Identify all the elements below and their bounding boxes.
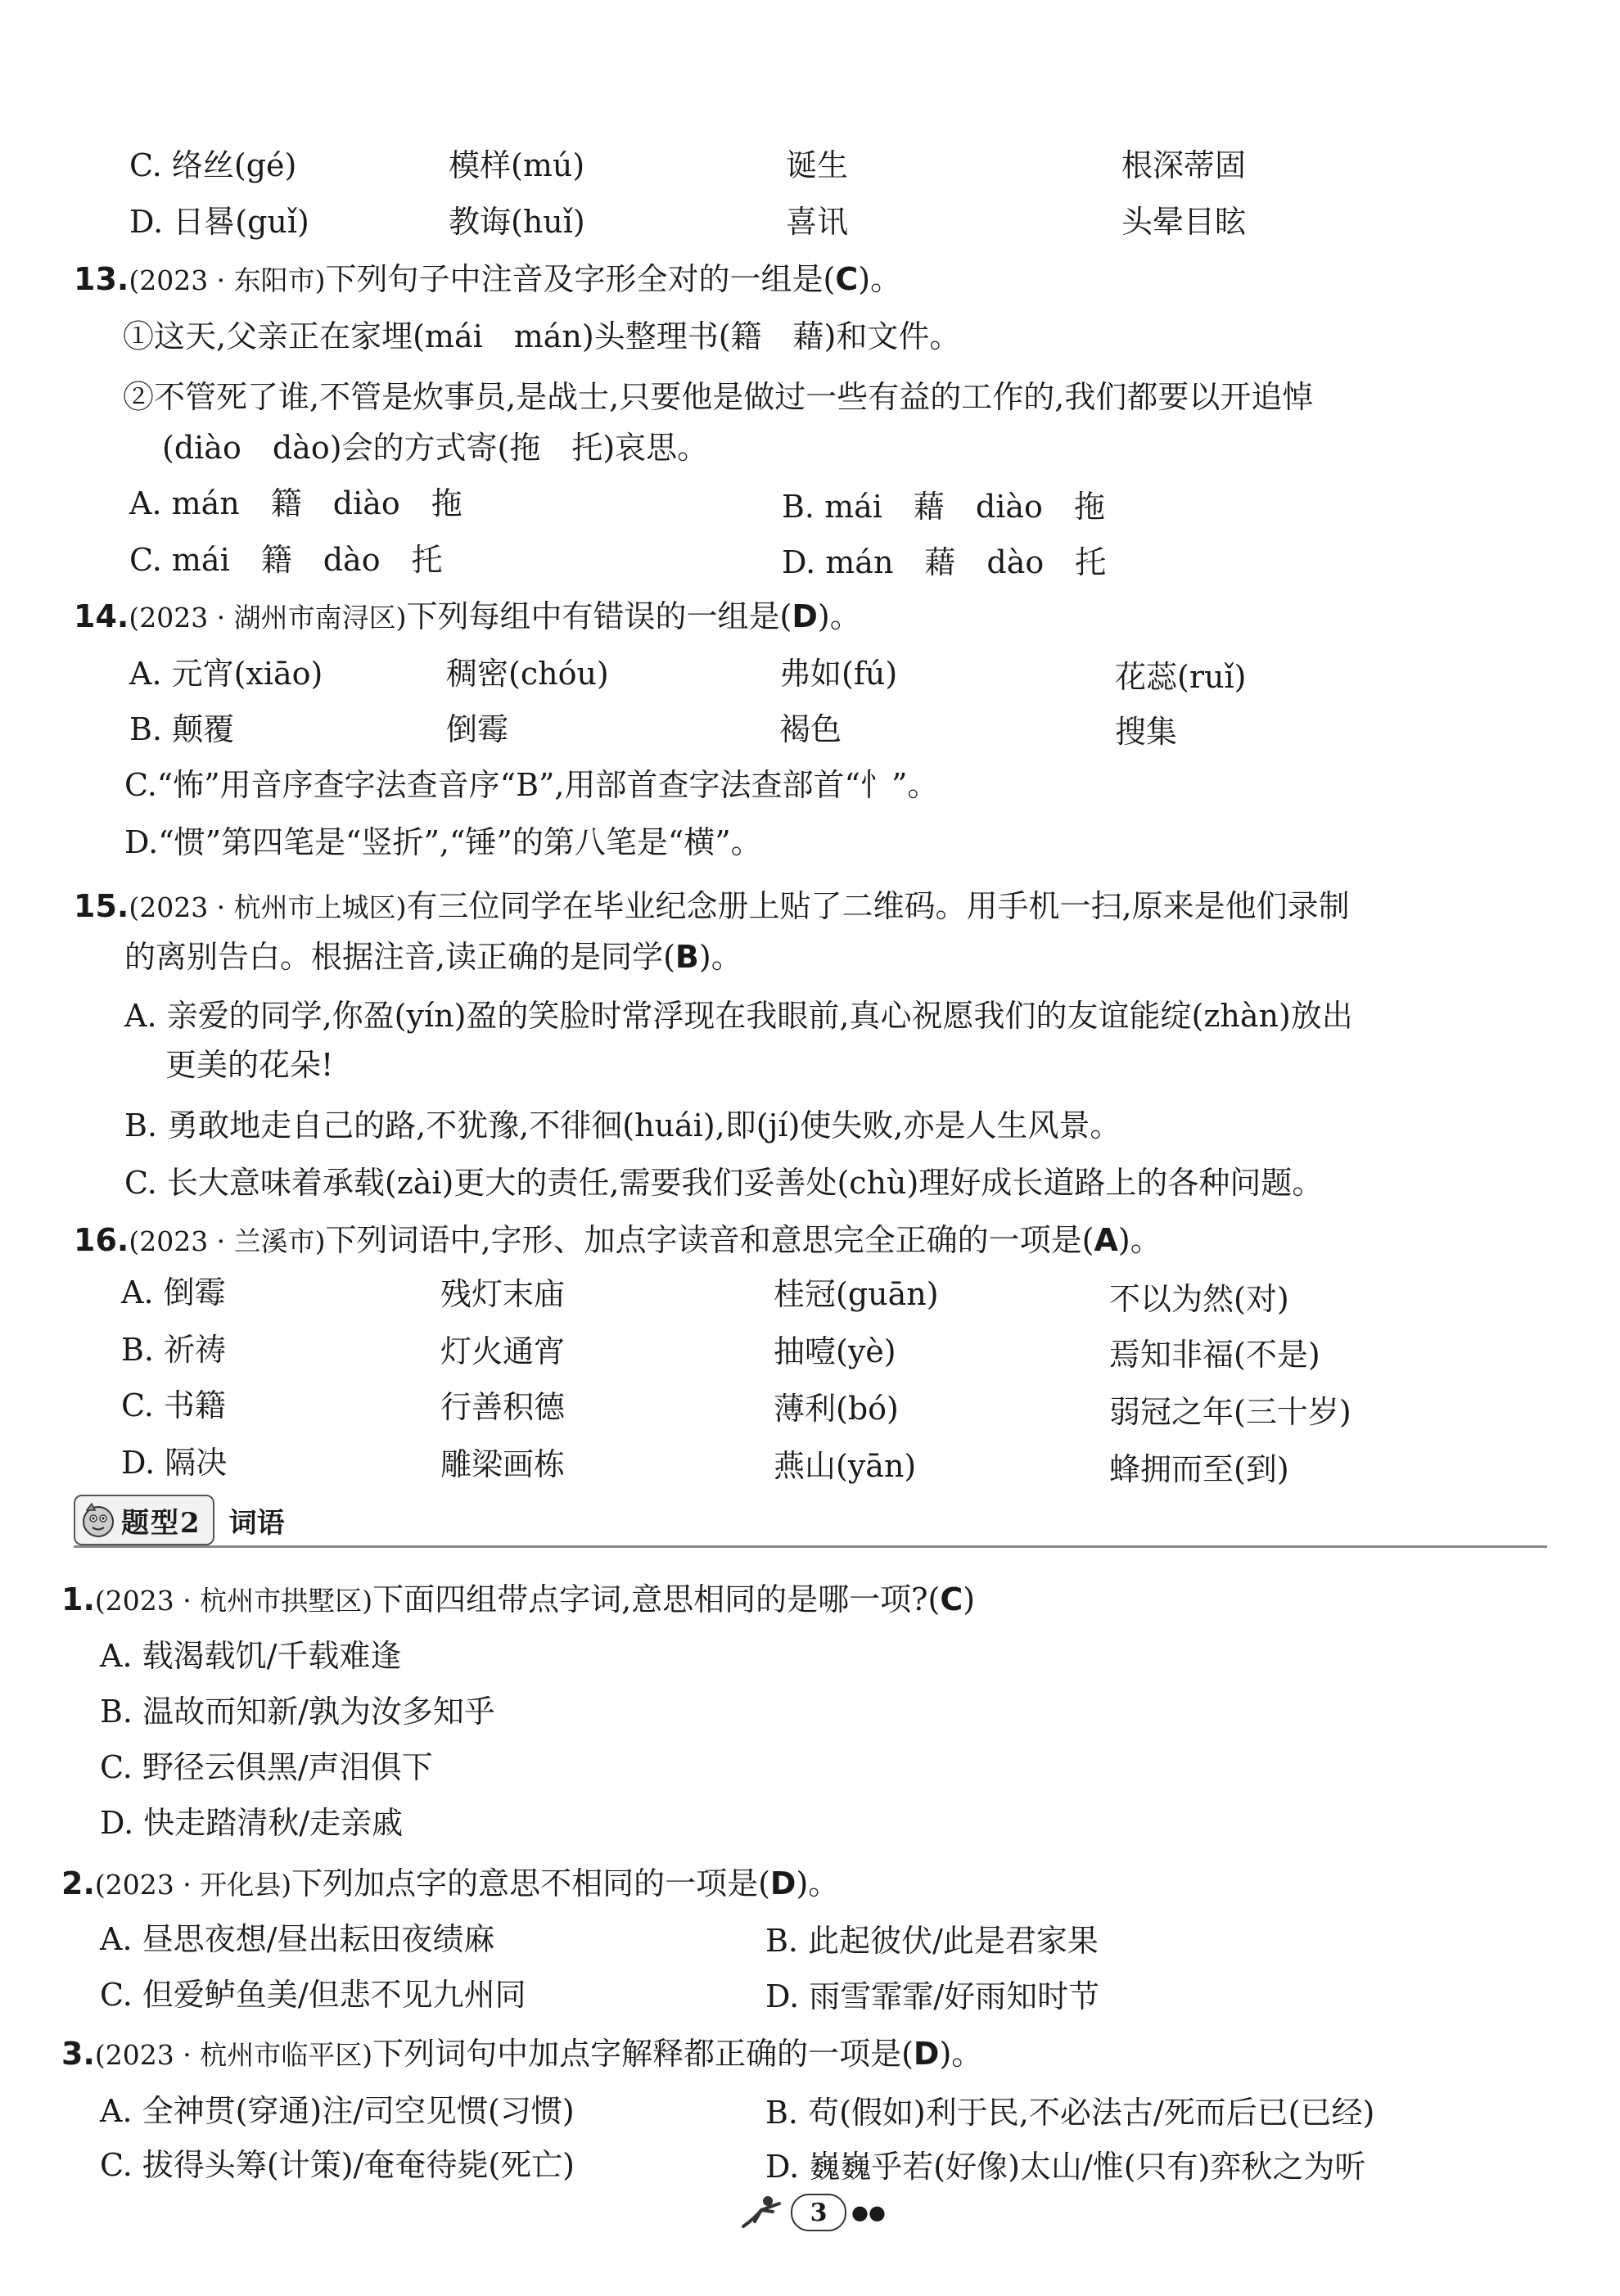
w3-stem-text: 下列词句中加点字解释都正确的一项是(	[372, 2036, 914, 2072]
q16-option-d-1: D. 隔决	[121, 1445, 228, 1481]
w1-stem-text: 下面四组带点字词,意思相同的是哪一项?(	[372, 1581, 941, 1617]
q12-option-d-2: 教诲(huǐ)	[449, 204, 585, 240]
q14-option-b-3: 褐色	[779, 711, 842, 747]
q12-option-d-4: 头晕目眩	[1121, 204, 1247, 240]
q15-stem-1	[74, 888, 1350, 924]
w2-stem	[61, 1865, 840, 1901]
q13-source: (2023 · 东阳市)	[129, 264, 326, 296]
q13-sentence-2a: ②不管死了谁,不管是炊事员,是战士,只要他是做过一些有益的工作的,我们都要以开追悼	[123, 379, 1314, 415]
q12-option-c-3: 诞生	[786, 147, 849, 183]
q13-option-a: A. mán 籍 diào 拖	[129, 485, 463, 521]
w1-source: (2023 · 杭州市拱墅区)	[94, 1585, 373, 1617]
q13-number: 13.	[74, 261, 129, 297]
w3-answer: D	[913, 2036, 940, 2072]
q16-option-a-2: 残灯末庙	[440, 1276, 566, 1312]
q14-option-a-2: 稠密(chóu)	[446, 656, 609, 692]
w3-source: (2023 · 杭州市临平区)	[94, 2039, 373, 2071]
q16-option-b-4: 焉知非福(不是)	[1109, 1337, 1320, 1373]
q14-option-a-1: A. 元宵(xiāo)	[129, 656, 323, 692]
q16-stem-text: 下列词语中,字形、加点字读音和意思完全正确的一项是(	[325, 1222, 1094, 1258]
q16-option-c-3: 薄利(bó)	[774, 1391, 899, 1427]
w1-stem	[61, 1581, 976, 1617]
w1-option-d: D. 快走踏清秋/走亲戚	[100, 1805, 404, 1841]
dots-icon: ●●	[851, 2201, 886, 2224]
w1-option-c: C. 野径云俱黑/声泪俱下	[100, 1749, 433, 1785]
w1-option-a: A. 载渴载饥/千载难逢	[100, 1638, 402, 1674]
q15-stem-2	[124, 939, 742, 975]
q13-stem-text: 下列句子中注音及字形全对的一组是(	[325, 261, 836, 297]
w2-answer: D	[769, 1865, 796, 1901]
w3-number: 3.	[61, 2036, 95, 2072]
q15-stem-text: 有三位同学在毕业纪念册上贴了二维码。用手机一扫,原来是他们录制	[406, 888, 1350, 924]
q13-sentence-2b: (diào dào)会的方式寄(拖 托)哀思。	[162, 430, 709, 466]
w2-stem-text: 下列加点字的意思不相同的一项是(	[291, 1865, 770, 1901]
q15-option-b: B. 勇敢地走自己的路,不犹豫,不徘徊(huái),即(jí)使失败,亦是人生风景。	[124, 1107, 1121, 1143]
q14-option-d: D.“惯”第四笔是“竖折”,“锤”的第八笔是“横”。	[124, 824, 762, 860]
q12-option-c-1: C. 络丝(gé)	[129, 147, 297, 183]
w2-stem-end: )。	[796, 1865, 840, 1901]
q13-answer: C	[835, 261, 859, 297]
q15-stem-text-2: 的离别告白。根据注音,读正确的是同学(	[124, 939, 675, 975]
page-footer	[737, 2194, 886, 2231]
q15-number: 15.	[74, 888, 129, 924]
w1-answer: C	[940, 1581, 963, 1617]
q13-option-d: D. mán 藉 dào 托	[782, 544, 1107, 580]
section-header	[74, 1495, 285, 1545]
q16-option-d-3: 燕山(yān)	[774, 1448, 917, 1484]
q16-option-a-3: 桂冠(guān)	[774, 1276, 939, 1312]
q12-option-d-1: D. 日晷(guǐ)	[129, 204, 309, 240]
w2-source: (2023 · 开化县)	[94, 1869, 292, 1901]
section-label: 词语	[228, 1506, 285, 1540]
q16-number: 16.	[74, 1222, 129, 1258]
q15-option-a-2: 更美的花朵!	[165, 1047, 334, 1083]
q15-source: (2023 · 杭州市上城区)	[129, 891, 407, 923]
w1-number: 1.	[61, 1581, 95, 1617]
w2-option-c: C. 但爱鲈鱼美/但悲不见九州同	[100, 1977, 526, 2013]
q16-option-c-2: 行善积德	[440, 1389, 566, 1425]
q13-sentence-1: ①这天,父亲正在家埋(mái mán)头整理书(籍 藉)和文件。	[123, 318, 961, 354]
w1-stem-end: )	[963, 1581, 976, 1617]
q14-stem-text: 下列每组中有错误的一组是(	[406, 598, 792, 634]
page-number: 3	[791, 2194, 846, 2231]
q14-option-b-4: 搜集	[1115, 714, 1178, 750]
q16-stem	[74, 1222, 1162, 1258]
q15-answer: B	[675, 939, 699, 975]
q16-option-b-3: 抽噎(yè)	[774, 1333, 896, 1369]
section-rule	[74, 1545, 1547, 1548]
w2-option-a: A. 昼思夜想/昼出耘田夜绩麻	[100, 1921, 495, 1957]
q16-stem-end: )。	[1117, 1222, 1162, 1258]
q14-option-b-2: 倒霉	[446, 711, 509, 747]
q13-stem	[74, 261, 902, 297]
w1-option-b: B. 温故而知新/孰为汝多知乎	[100, 1694, 495, 1730]
w3-option-d: D. 巍巍乎若(好像)太山/惟(只有)弈秋之为听	[765, 2149, 1366, 2185]
w2-number: 2.	[61, 1865, 95, 1901]
q15-option-c: C. 长大意味着承载(zài)更大的责任,需要我们妥善处(chù)理好成长道路上的各种问题。	[124, 1165, 1324, 1201]
w2-option-b: B. 此起彼伏/此是君家果	[765, 1923, 1099, 1959]
q16-option-d-2: 雕梁画栋	[440, 1446, 566, 1482]
q16-option-a-4: 不以为然(对)	[1109, 1281, 1289, 1317]
q15-option-a-1: A. 亲爱的同学,你盈(yín)盈的笑脸时常浮现在我眼前,真心祝愿我们的友谊能绽(zhàn)放出	[124, 998, 1353, 1034]
section-badge-text: 题型2	[121, 1506, 201, 1540]
w3-stem	[61, 2036, 983, 2072]
w3-option-a: A. 全神贯(穿通)注/司空见惯(习惯)	[100, 2093, 575, 2129]
q16-source: (2023 · 兰溪市)	[129, 1225, 326, 1257]
q14-stem-end: )。	[817, 598, 861, 634]
q15-stem-end: )。	[698, 939, 742, 975]
runner-icon	[737, 2194, 786, 2231]
q12-option-c-2: 模样(mú)	[449, 147, 585, 183]
q12-option-c-4: 根深蒂固	[1121, 147, 1247, 183]
q16-option-d-4: 蜂拥而至(到)	[1109, 1451, 1289, 1487]
section-badge	[74, 1495, 214, 1545]
q14-option-a-4: 花蕊(ruǐ)	[1115, 659, 1247, 695]
q14-source: (2023 · 湖州市南浔区)	[129, 602, 407, 634]
q16-option-a-1: A. 倒霉	[121, 1274, 226, 1310]
q14-answer: D	[792, 598, 818, 634]
q16-answer: A	[1094, 1222, 1118, 1258]
q14-stem	[74, 598, 861, 634]
mascot-icon	[79, 1500, 118, 1540]
q14-option-b-1: B. 颠覆	[129, 711, 235, 747]
w2-option-d: D. 雨雪霏霏/好雨知时节	[765, 1978, 1100, 2014]
q12-option-d-3: 喜讯	[786, 204, 849, 240]
w3-option-c: C. 拔得头筹(计策)/奄奄待毙(死亡)	[100, 2147, 575, 2183]
q16-option-c-4: 弱冠之年(三十岁)	[1109, 1394, 1352, 1430]
q16-option-b-1: B. 祈祷	[121, 1332, 227, 1368]
w3-option-b: B. 苟(假如)利于民,不必法古/死而后已(已经)	[765, 2095, 1375, 2131]
q13-stem-end: )。	[858, 261, 902, 297]
q14-option-a-3: 弗如(fú)	[779, 656, 898, 692]
q14-number: 14.	[74, 598, 129, 634]
q13-option-c: C. mái 籍 dào 托	[129, 542, 443, 578]
q16-option-c-1: C. 书籍	[121, 1387, 226, 1423]
w3-stem-end: )。	[939, 2036, 983, 2072]
q16-option-b-2: 灯火通宵	[440, 1333, 566, 1369]
q13-option-b: B. mái 藉 diào 拖	[782, 489, 1105, 525]
q14-option-c: C.“怖”用音序查字法查音序“B”,用部首查字法查部首“忄”。	[124, 767, 939, 803]
